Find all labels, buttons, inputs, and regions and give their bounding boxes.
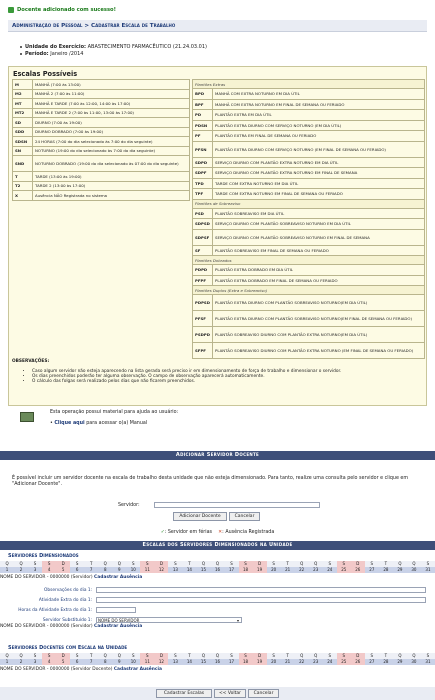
- escala-code: SDPSD: [193, 219, 213, 230]
- escala-code: T: [13, 172, 33, 182]
- success-text: Docente adicionado com sucesso!: [17, 7, 116, 13]
- escalas-bar: Escalas dos Servidores Dimensionados na Unidade: [0, 541, 435, 550]
- breadcrumb: Administração de Pessoal > Cadastrar Escala de Trabalho: [8, 20, 427, 32]
- day-number[interactable]: 8: [103, 567, 107, 572]
- day-number[interactable]: 3: [33, 659, 37, 664]
- day-letter: D: [154, 561, 168, 567]
- day-number[interactable]: 4: [42, 659, 56, 665]
- escala-code: PSDPD: [193, 327, 213, 343]
- help-tail: para acessar o(a) Manual: [86, 421, 148, 426]
- day-number[interactable]: 20: [271, 567, 277, 572]
- docente-row: [0, 667, 162, 672]
- day-letter: S: [337, 561, 351, 567]
- escala-desc: PLANTÃO EXTRA EM DIA ÚTIL: [213, 110, 425, 121]
- escala-code: SDPSF: [193, 229, 213, 245]
- obs-dia-label: Observações do dia 1:: [44, 588, 92, 593]
- escala-desc: PLANTÃO EXTRA DIURNO COM PLANTÃO SOBREAVISO NOTURNO(EM FINAL DE SEMANA OU FERIADO): [213, 311, 425, 327]
- day-letter: S: [426, 653, 430, 658]
- escala-code: SN: [13, 146, 33, 156]
- periodo-label: Período:: [25, 51, 49, 57]
- escala-code: PSD: [193, 208, 213, 219]
- escala-code: M2: [13, 89, 33, 99]
- escala-code: PDPD: [193, 265, 213, 276]
- day-number[interactable]: 29: [397, 659, 403, 664]
- escalas-panel: [8, 66, 427, 406]
- day-number[interactable]: 14: [186, 567, 192, 572]
- escala-desc: TARDE COM EXTRA NOTURNO EM DIA ÚTIL: [213, 178, 425, 189]
- day-number[interactable]: 12: [154, 567, 168, 573]
- day-letter: Q: [5, 561, 9, 566]
- escala-row: [193, 275, 425, 286]
- day-number[interactable]: 16: [214, 567, 221, 572]
- day-letter: D: [56, 561, 70, 567]
- cancelar-button[interactable]: Cancelar: [248, 689, 279, 698]
- obs-item: • Os dias preenchidos poderão ter alguma observação. O campo de observação aparecerá automaticamente.: [32, 374, 424, 379]
- escala-code: MT: [13, 99, 33, 109]
- day-letter: D: [351, 561, 365, 567]
- escala-row: [193, 208, 425, 219]
- day-letter: D: [154, 653, 168, 659]
- day-letter: S: [230, 653, 233, 658]
- escala-row: [193, 265, 425, 276]
- day-number[interactable]: 11: [140, 659, 154, 665]
- day-number[interactable]: 26: [351, 567, 365, 573]
- day-letter: T: [384, 561, 388, 566]
- escala-row: [193, 343, 425, 359]
- escala-row: [193, 189, 425, 200]
- day-number[interactable]: 23: [313, 567, 319, 572]
- escala-desc: MANHÃ (7:00 às 13:00): [33, 80, 190, 90]
- escala-desc: MANHÃ E TARDE 2 (7:00 às 11:00, 13:00 às 17:00): [33, 108, 190, 118]
- unidade-line: [20, 44, 207, 51]
- add-docente-button[interactable]: Adicionar Docente: [173, 512, 227, 521]
- day-letter: T: [89, 653, 93, 658]
- day-number[interactable]: 18: [239, 567, 253, 573]
- day-letter: Q: [300, 561, 304, 566]
- day-letter: Q: [412, 653, 416, 658]
- day-number[interactable]: 18: [239, 659, 253, 665]
- day-number[interactable]: 1: [5, 659, 9, 664]
- escala-row: [193, 295, 425, 311]
- day-letter: Q: [215, 561, 220, 566]
- escala-desc: PLANTÃO EXTRA DOBRADO EM DIA ÚTIL: [213, 265, 425, 276]
- horas-input[interactable]: [96, 607, 136, 613]
- day-letter: S: [174, 653, 177, 658]
- docentes-title: Servidores Docentes com Escala na Unidade: [8, 645, 128, 651]
- day-number[interactable]: 7: [89, 659, 93, 664]
- atividade-input[interactable]: [96, 597, 426, 603]
- cancel-button[interactable]: Cancelar: [229, 512, 260, 521]
- day-letter: S: [42, 561, 56, 567]
- escala-section-title: Plantões de Sobreaviso: [193, 199, 425, 208]
- servidor-name-2: NOME DO SERVIDOR - 0000000 (Servidor): [0, 624, 93, 629]
- escala-row: [13, 108, 190, 118]
- obs-title: OBSERVAÇÕES:: [12, 359, 50, 364]
- day-letter: S: [140, 653, 154, 659]
- escala-code: PDSN: [193, 120, 213, 131]
- escala-desc: PLANTÃO EXTRA DIURNO COM SERVIÇO NOTURNO (EM FINAL DE SEMANA OU FERIADO): [213, 141, 425, 157]
- escala-row: [13, 80, 190, 90]
- day-number[interactable]: 30: [411, 567, 417, 572]
- escala-desc: SERVIÇO DIURNO COM PLANTÃO EXTRA NOTURNO EM DIA ÚTIL: [213, 157, 425, 168]
- escala-desc: PLANTÃO SOBREAVISO DIURNO COM PLANTÃO EXTRA NOTURNO (EM FINAL DE SEMANA OU FERIADO): [213, 343, 425, 359]
- day-letter: S: [370, 653, 374, 658]
- escala-code: PFSN: [193, 141, 213, 157]
- add-notice: É possível incluir um servidor docente na escala de trabalho desta unidade que não esteja dimensionado. Para tanto, realize uma consulta pelo servidor e clique em "Adicionar Docente".: [12, 476, 409, 487]
- escala-code: PD: [193, 110, 213, 121]
- escala-row: [13, 172, 190, 182]
- help-text: Esta operação possui material para ajuda ao usuário:: [50, 410, 179, 415]
- escala-row: [13, 118, 190, 128]
- escala-desc: MANHÃ COM EXTRA NOTURNO EM FINAL DE SEMANA OU FERIADO: [213, 99, 425, 110]
- escala-code: X: [13, 191, 33, 201]
- day-letter: S: [42, 653, 56, 659]
- servidor-row: [0, 575, 142, 580]
- chevron-down-icon: ▾: [236, 618, 239, 623]
- escala-row: [193, 178, 425, 189]
- day-letter: Q: [300, 653, 304, 658]
- success-message: [8, 5, 208, 15]
- day-number[interactable]: 21: [285, 659, 291, 664]
- obs-item: • Caso algum servidor não esteja aparecendo na lista gerada será preciso ir em dimensionamento de força de trabalho e dimensionar o servidor.: [32, 369, 424, 374]
- day-letter: D: [253, 653, 267, 659]
- escala-row: [13, 89, 190, 99]
- cadastrar-ausencia-link-2[interactable]: Cadastrar Ausência: [94, 624, 143, 629]
- day-letter: S: [337, 653, 351, 659]
- servidor-name: NOME DO SERVIDOR - 0000000 (Servidor): [0, 575, 93, 580]
- day-number[interactable]: 22: [299, 567, 305, 572]
- day-number[interactable]: 6: [75, 659, 79, 664]
- day-number[interactable]: 17: [228, 659, 235, 664]
- voltar-button[interactable]: << Voltar: [214, 689, 246, 698]
- escala-desc: DIURNO (7:00 às 19:00): [33, 118, 190, 128]
- escala-code: PF: [193, 131, 213, 142]
- escala-section: [193, 199, 425, 208]
- escala-section-title: Plantões Dobrados: [193, 256, 425, 265]
- day-letter: Q: [314, 561, 318, 566]
- help-line: • Clique aqui para acessar o(a) Manual: [50, 421, 148, 426]
- day-number[interactable]: 31: [425, 567, 431, 572]
- substituido-select[interactable]: [96, 617, 242, 623]
- day-letter: S: [174, 561, 177, 566]
- day-number[interactable]: 23: [313, 659, 319, 664]
- day-numbers-row-2: [0, 659, 435, 665]
- docente-name: NOME DO SERVIDOR - 0000000 (Servidor Docente): [0, 667, 113, 672]
- cadastrar-ausencia-link-3[interactable]: Cadastrar Ausência: [113, 667, 162, 672]
- escala-desc: NOTURNO DOBRADO (19:00 do dia selecionado às 07:00 do dia seguinte): [33, 156, 190, 172]
- day-letter: S: [426, 561, 430, 566]
- escala-code: SDPF: [193, 168, 213, 179]
- day-number[interactable]: 9: [117, 659, 121, 664]
- escalas-title: Escalas Possíveis: [13, 70, 78, 78]
- day-number[interactable]: 26: [351, 659, 365, 665]
- cadastrar-escalas-button[interactable]: Cadastrar Escalas: [156, 689, 212, 698]
- day-letter: Q: [215, 653, 220, 658]
- day-letter: S: [272, 653, 275, 658]
- day-numbers-row: [0, 567, 435, 573]
- day-letter: T: [188, 561, 191, 566]
- day-number[interactable]: 4: [42, 567, 56, 573]
- substituido-value: NOME DO SERVIDOR: [98, 618, 140, 623]
- day-number[interactable]: 2: [19, 659, 23, 664]
- escala-desc: PLANTÃO SOBREAVISO EM FINAL DE SEMANA OU FERIADO: [213, 245, 425, 256]
- day-letter: S: [328, 561, 331, 566]
- day-number[interactable]: 6: [75, 567, 79, 572]
- day-letter: S: [132, 561, 135, 566]
- escala-code: TPF: [193, 189, 213, 200]
- day-letter: T: [286, 653, 289, 658]
- servidor-input[interactable]: [154, 502, 320, 508]
- day-letter: Q: [117, 561, 121, 566]
- escala-section: [193, 256, 425, 265]
- day-number[interactable]: 25: [337, 659, 351, 665]
- escala-row: [193, 131, 425, 142]
- day-number[interactable]: 31: [425, 659, 431, 664]
- unidade-value: ABASTECIMENTO FARMACÊUTICO (21.24.03.01): [87, 44, 207, 50]
- escala-section: [193, 286, 425, 295]
- escala-row: [13, 191, 190, 201]
- escala-desc: NOTURNO (19:00 do dia selecionado às 7:00 do dia seguinte): [33, 146, 190, 156]
- day-letter: S: [328, 653, 331, 658]
- day-number[interactable]: 2: [19, 567, 23, 572]
- cadastrar-ausencia-link[interactable]: Cadastrar Ausência: [94, 575, 143, 580]
- day-number[interactable]: 7: [89, 567, 93, 572]
- day-number[interactable]: 28: [383, 659, 389, 664]
- escala-code: SND: [13, 156, 33, 172]
- day-letter: S: [75, 653, 79, 658]
- substituido-label: Servidor Substituído 1:: [42, 618, 92, 623]
- info-block: [20, 44, 207, 58]
- escala-code: BPD: [193, 89, 213, 100]
- day-letter: S: [140, 561, 154, 567]
- escala-desc: DIURNO DOBRADO (7:00 às 19:00): [33, 127, 190, 137]
- escala-code: T2: [13, 181, 33, 191]
- escala-desc: MANHÃ E TARDE (7:00 às 12:00, 14:00 às 17:00): [33, 99, 190, 109]
- escala-row: [193, 219, 425, 230]
- day-number[interactable]: 27: [369, 659, 375, 664]
- observacoes: [12, 359, 424, 384]
- escala-desc: PLANTÃO EXTRA EM FINAL DE SEMANA OU FERIADO: [213, 131, 425, 142]
- day-letter: S: [239, 653, 253, 659]
- day-letter: Q: [103, 653, 107, 658]
- escala-row: [13, 181, 190, 191]
- day-number[interactable]: 27: [369, 567, 375, 572]
- escala-desc: PLANTÃO EXTRA DIURNO COM PLANTÃO SOBREAVISO NOTURNO(EM DIA ÚTIL): [213, 295, 425, 311]
- ausencia-icon: ✕: [218, 530, 223, 535]
- escala-desc: MANHÃ 2 (7:00 às 11:00): [33, 89, 190, 99]
- add-docente-bar: Adicionar Servidor Docente: [0, 451, 435, 460]
- escala-code: SDPD: [193, 157, 213, 168]
- escala-desc: PLANTÃO EXTRA DOBRADO EM FINAL DE SEMANA OU FERIADO: [213, 275, 425, 286]
- day-number[interactable]: 5: [56, 659, 70, 665]
- escala-row: [193, 327, 425, 343]
- obs-dia-input[interactable]: [96, 587, 426, 593]
- day-letter: Q: [19, 561, 23, 566]
- escala-row: [13, 99, 190, 109]
- day-number[interactable]: 15: [200, 659, 206, 664]
- escala-desc: TARDE COM EXTRA NOTURNO EM FINAL DE SEMANA OU FERIADO: [213, 189, 425, 200]
- day-number[interactable]: 19: [253, 659, 267, 665]
- manual-icon: [20, 412, 34, 422]
- day-letter: S: [33, 561, 37, 566]
- day-number[interactable]: 8: [103, 659, 107, 664]
- day-letter: S: [75, 561, 79, 566]
- day-number[interactable]: 29: [397, 567, 403, 572]
- escala-row: [13, 156, 190, 172]
- escala-row: [13, 146, 190, 156]
- escala-desc: TARDE (13:00 às 19:00): [33, 172, 190, 182]
- right-escalas-table: [192, 79, 425, 359]
- left-escalas-table: [12, 79, 190, 201]
- day-letter: D: [56, 653, 70, 659]
- day-number[interactable]: 21: [285, 567, 291, 572]
- escala-code: SFPF: [193, 343, 213, 359]
- escala-code: TPD: [193, 178, 213, 189]
- escala-code: PFSF: [193, 311, 213, 327]
- obs-list: [32, 369, 424, 384]
- horas-label: Horas da Atividade Extra do dia 1:: [18, 608, 92, 613]
- servidor-label: Servidor:: [118, 503, 140, 508]
- escala-code: MT2: [13, 108, 33, 118]
- day-letter: S: [230, 561, 233, 566]
- day-number[interactable]: 20: [271, 659, 277, 664]
- legend-ausencia: : Ausência Registrada: [222, 530, 275, 535]
- servidor-row-2: [0, 624, 142, 629]
- escala-desc: SERVIÇO DIURNO COM PLANTÃO EXTRA NOTURNO EM FINAL DE SEMANA: [213, 168, 425, 179]
- day-number[interactable]: 15: [200, 567, 206, 572]
- periodo-line: [20, 51, 207, 58]
- day-letter: D: [253, 561, 267, 567]
- day-letter: Q: [412, 561, 416, 566]
- escala-code: SDD: [13, 127, 33, 137]
- day-letter: S: [132, 653, 135, 658]
- legend-ferias: : Servidor em férias: [164, 530, 213, 535]
- obs-item: • O cálculo das folgas será realizado pelos dias que não ficarem preenchidos.: [32, 379, 424, 384]
- day-letter: Q: [103, 561, 107, 566]
- day-letter: T: [384, 653, 388, 658]
- escala-desc: 24 HORAS (7:00 do dia selecionado às 7:00 do dia seguinte): [33, 137, 190, 147]
- day-number[interactable]: 3: [33, 567, 37, 572]
- escala-code: PDPSD: [193, 295, 213, 311]
- escala-row: [193, 110, 425, 121]
- day-number[interactable]: 10: [130, 659, 136, 664]
- day-number[interactable]: 9: [117, 567, 121, 572]
- day-number[interactable]: 12: [154, 659, 168, 665]
- day-letter: Q: [19, 653, 23, 658]
- escala-row: [193, 141, 425, 157]
- check-icon: [8, 7, 14, 13]
- escala-desc: Ausência NÃO Registrada no sistema: [33, 191, 190, 201]
- legend: [0, 530, 435, 535]
- escala-desc: PLANTÃO SOBREAVISO EM DIA ÚTIL: [213, 208, 425, 219]
- day-letter: S: [370, 561, 374, 566]
- day-letter: T: [188, 653, 191, 658]
- day-number[interactable]: 1: [5, 567, 9, 572]
- escala-row: [193, 99, 425, 110]
- day-number[interactable]: 24: [327, 567, 333, 572]
- escala-row: [193, 89, 425, 100]
- day-letter: Q: [201, 561, 206, 566]
- day-number[interactable]: 13: [172, 659, 178, 664]
- bottom-bar: [0, 687, 435, 700]
- escala-desc: TARDE 2 (13:00 às 17:00): [33, 181, 190, 191]
- day-letter: Q: [5, 653, 9, 658]
- day-letter: Q: [398, 561, 402, 566]
- day-number[interactable]: 5: [56, 567, 70, 573]
- escala-desc: SERVIÇO DIURNO COM PLANTÃO SOBREAVISO NOTURNO EM DIA ÚTIL: [213, 219, 425, 230]
- escala-section-title: Plantões Duplos (Extra e Sobreaviso): [193, 286, 425, 295]
- day-number[interactable]: 19: [253, 567, 267, 573]
- escala-code: SD: [13, 118, 33, 128]
- day-letter: Q: [398, 653, 402, 658]
- day-number[interactable]: 11: [140, 567, 154, 573]
- day-number[interactable]: 17: [228, 567, 235, 572]
- escala-row: [193, 229, 425, 245]
- escala-row: [193, 245, 425, 256]
- escala-row: [13, 137, 190, 147]
- escala-code: SF: [193, 245, 213, 256]
- escala-row: [13, 127, 190, 137]
- day-number[interactable]: 30: [411, 659, 417, 664]
- escala-desc: SERVIÇO DIURNO COM PLANTÃO SOBREAVISO NOTURNO EM FINAL DE SEMANA: [213, 229, 425, 245]
- escala-row: [193, 311, 425, 327]
- escala-code: BPF: [193, 99, 213, 110]
- day-number[interactable]: 13: [172, 567, 178, 572]
- periodo-value: Janeiro /2014: [50, 51, 84, 57]
- escala-desc: PLANTÃO EXTRA DIURNO COM SERVIÇO NOTURNO (EM DIA ÚTIL): [213, 120, 425, 131]
- day-number[interactable]: 10: [130, 567, 136, 572]
- day-letter: S: [239, 561, 253, 567]
- day-letter: Q: [117, 653, 121, 658]
- day-letter: Q: [201, 653, 206, 658]
- escala-section: [193, 80, 425, 89]
- day-number[interactable]: 24: [327, 659, 333, 664]
- escala-desc: MANHÃ COM EXTRA NOTURNO EM DIA ÚTIL: [213, 89, 425, 100]
- day-number[interactable]: 25: [337, 567, 351, 573]
- escala-code: SDSN: [13, 137, 33, 147]
- ferias-icon: ✓: [160, 530, 165, 535]
- day-letter: Q: [314, 653, 318, 658]
- day-number[interactable]: 14: [186, 659, 192, 664]
- day-letter: T: [286, 561, 289, 566]
- day-letter: S: [272, 561, 275, 566]
- escala-section-title: Plantões Extras: [193, 80, 425, 89]
- atividade-label: Atividade Extra do dia 1:: [38, 598, 92, 603]
- day-letter: S: [33, 653, 37, 658]
- day-letter: D: [351, 653, 365, 659]
- escala-code: M: [13, 80, 33, 90]
- day-letter: T: [89, 561, 93, 566]
- escala-row: [193, 120, 425, 131]
- day-number[interactable]: 22: [299, 659, 305, 664]
- escala-desc: PLANTÃO SOBREAVISO DIURNO COM PLANTÃO EXTRA NOTURNO(EM DIA ÚTIL): [213, 327, 425, 343]
- day-number[interactable]: 16: [214, 659, 221, 664]
- dimensionados-title: Servidores Dimensionados: [8, 553, 79, 559]
- escala-row: [193, 168, 425, 179]
- unidade-label: Unidade do Exercício:: [25, 44, 87, 50]
- help-link[interactable]: Clique aqui: [54, 421, 85, 426]
- escala-code: PFPF: [193, 275, 213, 286]
- day-number[interactable]: 28: [383, 567, 389, 572]
- escala-row: [193, 157, 425, 168]
